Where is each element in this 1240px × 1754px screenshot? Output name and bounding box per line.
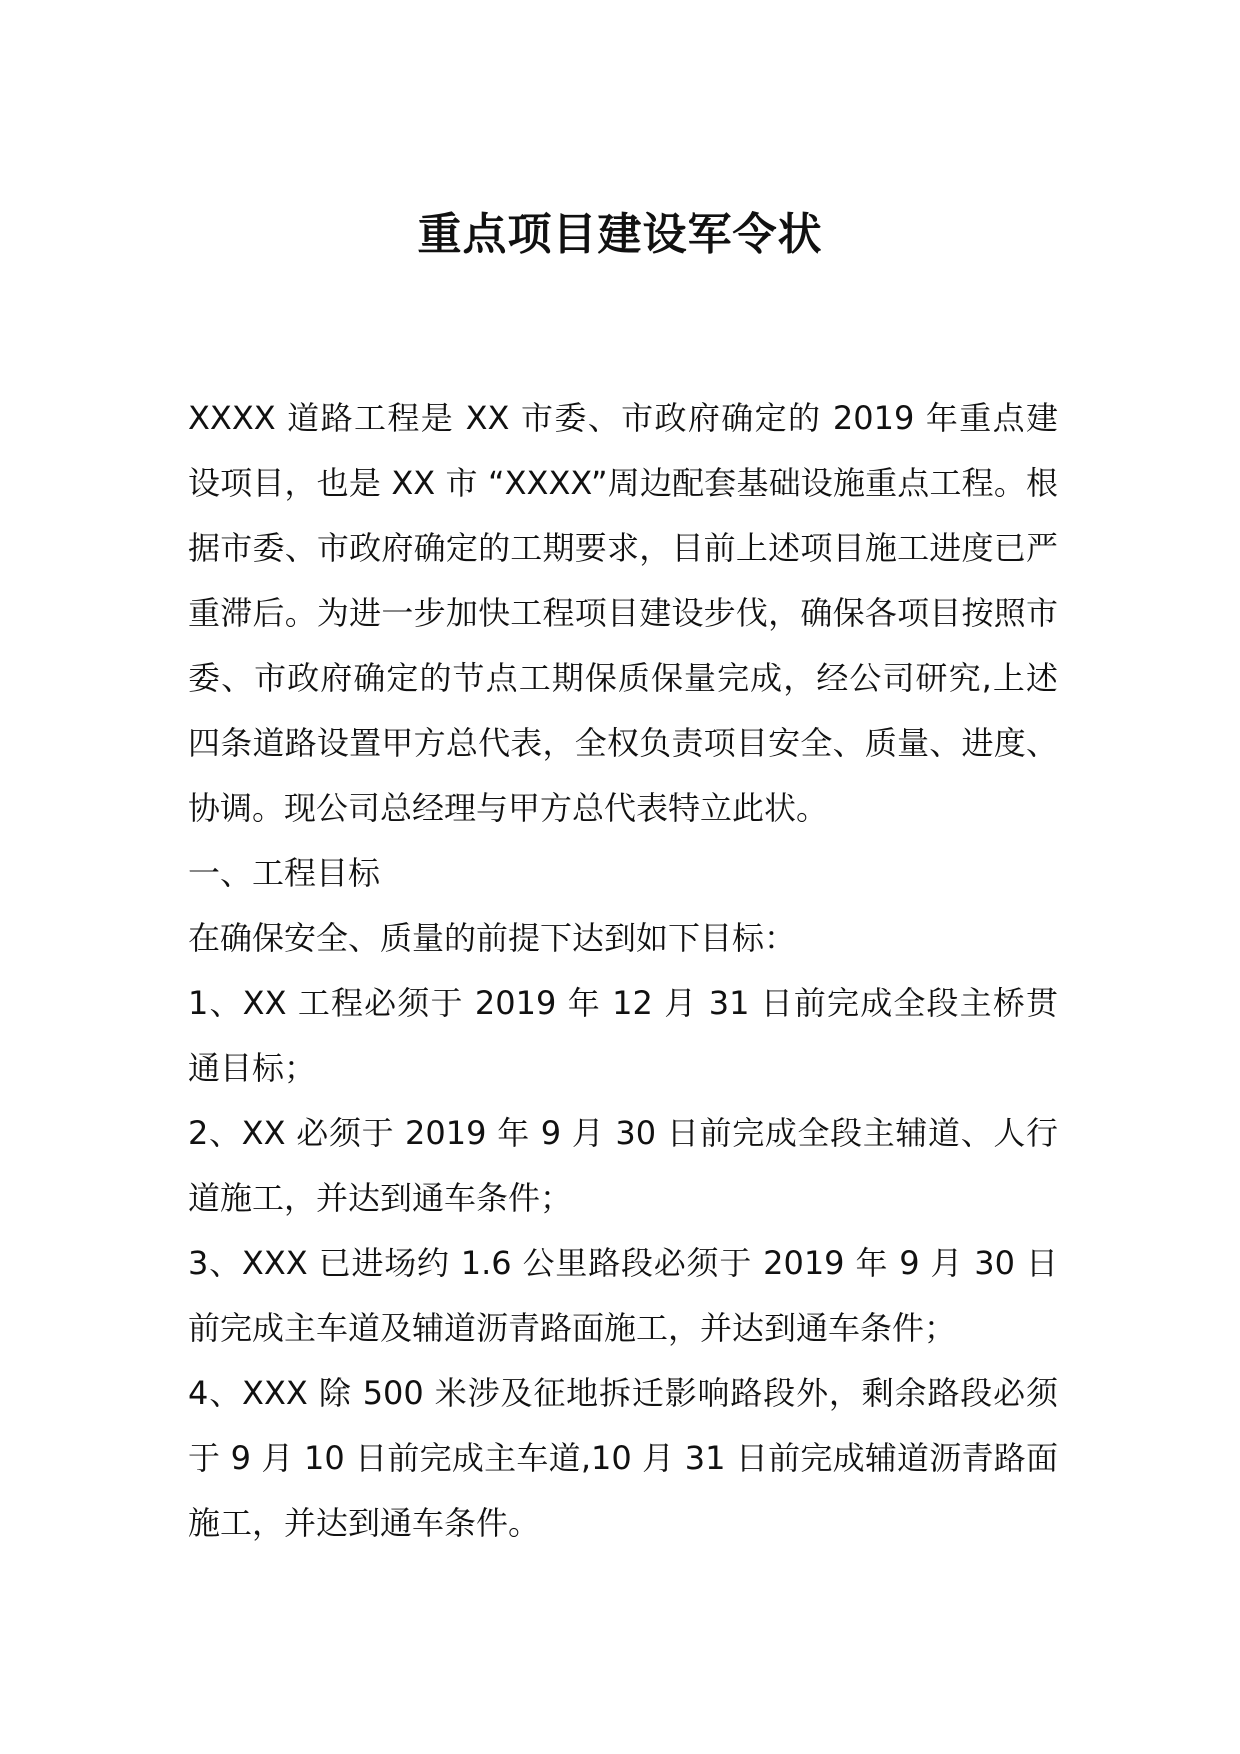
section-heading: 一、工程目标 bbox=[188, 854, 381, 892]
document-title: 重点项目建设军令状 bbox=[417, 209, 823, 260]
goal-item-3: 3、XXX 已进场约 1.6 公里路段必须于 2019 年 9 月 30 日前完成主车道及辅道沥青路面施工，并达到通车条件； bbox=[188, 1244, 1058, 1347]
document-body bbox=[188, 386, 1058, 1556]
goal-item-4: 4、XXX 除 500 米涉及征地拆迁影响路段外，剩余路段必须于 9 月 10 日前完成主车道,10 月 31 日前完成辅道沥青路面施工，并达到通车条件。 bbox=[188, 1374, 1058, 1542]
goal-item-2: 2、XX 必须于 2019 年 9 月 30 日前完成全段主辅道、人行道施工，并达到通车条件； bbox=[188, 1114, 1058, 1217]
goal-item-1: 1、XX 工程必须于 2019 年 12 月 31 日前完成全段主桥贯通目标； bbox=[188, 984, 1058, 1087]
section-lead: 在确保安全、质量的前提下达到如下目标： bbox=[188, 919, 797, 957]
intro-paragraph: XXXX 道路工程是 XX 市委、市政府确定的 2019 年重点建设项目，也是 XX 市 “XXXX”周边配套基础设施重点工程。根据市委、市政府确定的工期要求，目前上述项目施工进度已严重滞后。为进一步加快工程项目建设步伐，确保各项目按照市委、市政府确定的节点工期保质保量完成，经公司研究,上述四条道路设置甲方总代表，全权负责项目安全、质量、进度、协调。现公司总经理与甲方总代表特立此状。 bbox=[188, 399, 1058, 827]
